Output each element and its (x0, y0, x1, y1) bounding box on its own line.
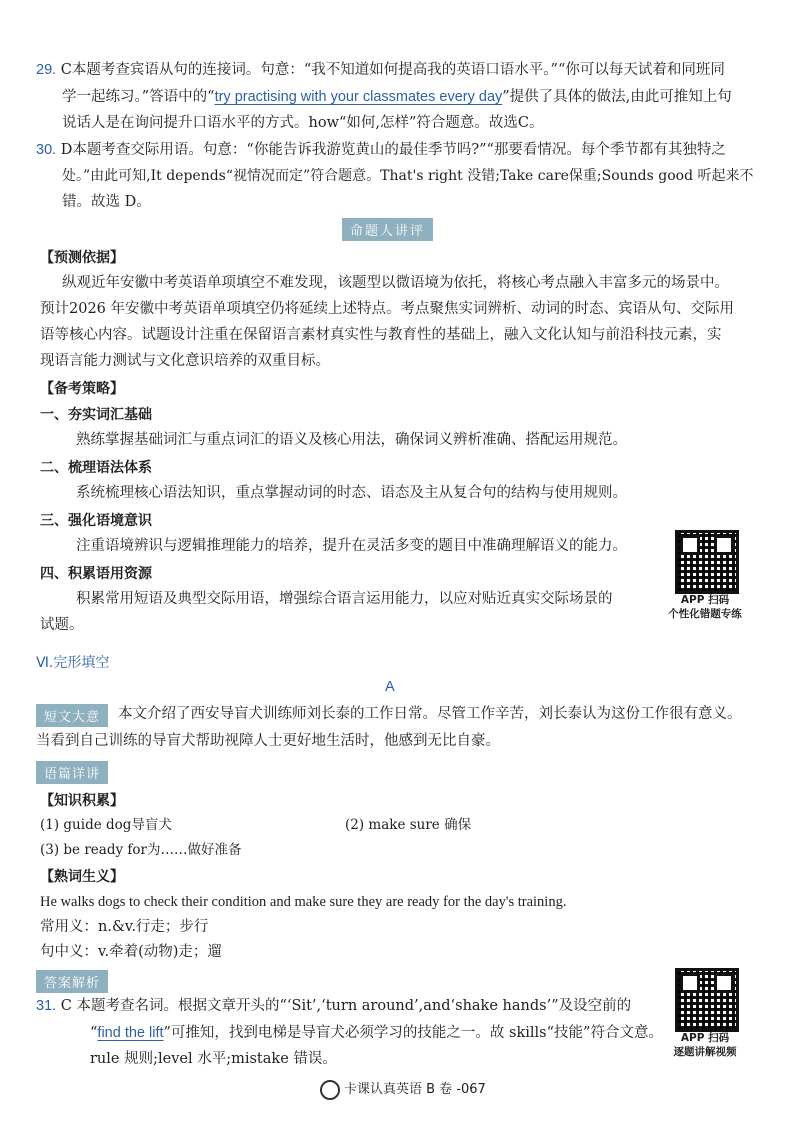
prediction-line4: 现语言能力测试与文化意识培养的双重目标。 (40, 353, 330, 369)
q30-number: 30. (36, 142, 57, 158)
knowledge-item-3: (3) be ready for为……做好准备 (40, 842, 242, 858)
q29-line1: 29. C本题考查宾语从句的连接词。句意：“我不知道如何提高我的英语口语水平。”“你可以每天试着和同班同 (36, 62, 725, 78)
strategy-item-4-title: 四、积累语用资源 (40, 566, 152, 582)
q30-line2: 处。”由此可知,It depends“视情况而定”符合题意。That's right 没错;Take care保重;Sounds good 听起来不 (62, 168, 754, 184)
example-sentence: He walks dogs to check their condition and make sure they are ready for the day's training. (40, 894, 567, 910)
strategy-item-2-text: 系统梳理核心语法知识，重点掌握动词的时态、语态及主从复合句的结构与使用规则。 (76, 485, 627, 501)
familiar-heading: 【熟词生义】 (40, 869, 124, 885)
q29-number: 29. (36, 62, 57, 78)
q30-line1: 30. D本题考查交际用语。句意：“你能告诉我游览黄山的最佳季节吗?”“那要看情况。每个季节都有其独特之 (36, 142, 726, 158)
prediction-line2: 预计2026 年安徽中考英语单项填空仍将延续上述特点。考点聚焦实词辨析、动词的时态、宾语从句、交际用 (40, 301, 735, 317)
strategy-item-4-text1: 积累常用短语及典型交际用语，增强综合语言运用能力，以应对贴近真实交际场景的 (76, 591, 613, 607)
part-label: A (385, 679, 395, 695)
q29-line2: 学一起练习。”答语中的“try practising with your classmates every day”提供了具体的做法,由此可推知上句 (62, 89, 732, 105)
prediction-heading: 【预测依据】 (40, 250, 124, 266)
q31-line1: 31. C 本题考查名词。根据文章开头的“‘Sit’,‘turn around’,and‘shake hands’”及设空前的 (36, 998, 632, 1014)
qr-code-icon[interactable] (675, 530, 739, 594)
answer-tag: 答案解析 (36, 970, 108, 993)
strategy-item-3-title: 三、强化语境意识 (40, 513, 152, 529)
mascot-icon (320, 1080, 340, 1100)
strategy-item-3-text: 注重语境辨识与逻辑推理能力的培养，提升在灵活多变的题目中准确理解语义的能力。 (76, 538, 627, 554)
q31-line2: “find the lift”可推知，找到电梯是导盲犬必须学习的技能之一。故 skills“技能”符合文意。 (90, 1025, 663, 1041)
q29-line3: 说话人是在询问提升口语水平的方式。how“如何,怎样”符合题意。故选C。 (62, 115, 544, 131)
detail-tag: 语篇详讲 (36, 761, 108, 784)
commentary-banner: 命题人讲评 (342, 218, 433, 241)
strategy-item-4-text2: 试题。 (40, 617, 84, 633)
q30-line3: 错。故选 D。 (62, 194, 151, 210)
section-title: Ⅵ.完形填空 (36, 655, 110, 671)
strategy-item-1-title: 一、夯实词汇基础 (40, 407, 152, 423)
strategy-item-1-text: 熟练掌握基础词汇与重点词汇的语义及核心用法，确保词义辨析准确、搭配运用规范。 (76, 432, 627, 448)
prediction-line3: 语等核心内容。试题设计注重在保留语言素材真实性与教育性的基础上，融入文化认知与前沿科技元素，实 (40, 327, 722, 343)
page-footer: 卡课认真英语 B 卷 -067 (320, 1078, 486, 1100)
summary-line2: 当看到自己训练的导盲犬帮助视障人士更好地生活时，他感到无比自豪。 (36, 733, 500, 749)
q31-number: 31. (36, 998, 57, 1014)
strategy-heading: 【备考策略】 (40, 381, 124, 397)
strategy-item-2-title: 二、梳理语法体系 (40, 460, 152, 476)
q31-underlined-evidence: find the lift (97, 1025, 164, 1041)
qr-code-icon[interactable] (675, 968, 739, 1032)
qr-caption-1: APP 扫码 个性化错题专练 (668, 594, 742, 620)
summary-line1: 本文介绍了西安导盲犬训练师刘长泰的工作日常。尽管工作辛苦，刘长泰认为这份工作很有意义。 (118, 706, 742, 722)
q29-underlined-evidence: try practising with your classmates every day (214, 89, 503, 105)
context-meaning: 句中义：v.牵着(动物)走；遛 (40, 944, 222, 960)
common-meaning: 常用义：n.&v.行走；步行 (40, 919, 209, 935)
knowledge-item-1: (1) guide dog导盲犬 (40, 817, 172, 833)
knowledge-heading: 【知识积累】 (40, 793, 124, 809)
qr-caption-2: APP 扫码 逐题讲解视频 (673, 1032, 737, 1058)
q31-line3: rule 规则;level 水平;mistake 错误。 (90, 1051, 337, 1067)
summary-tag: 短文大意 (36, 704, 108, 727)
knowledge-item-2: (2) make sure 确保 (345, 817, 472, 833)
prediction-line1: 纵观近年安徽中考英语单项填空不难发现，该题型以微语境为依托，将核心考点融入丰富多元的场景中。 (62, 275, 729, 291)
